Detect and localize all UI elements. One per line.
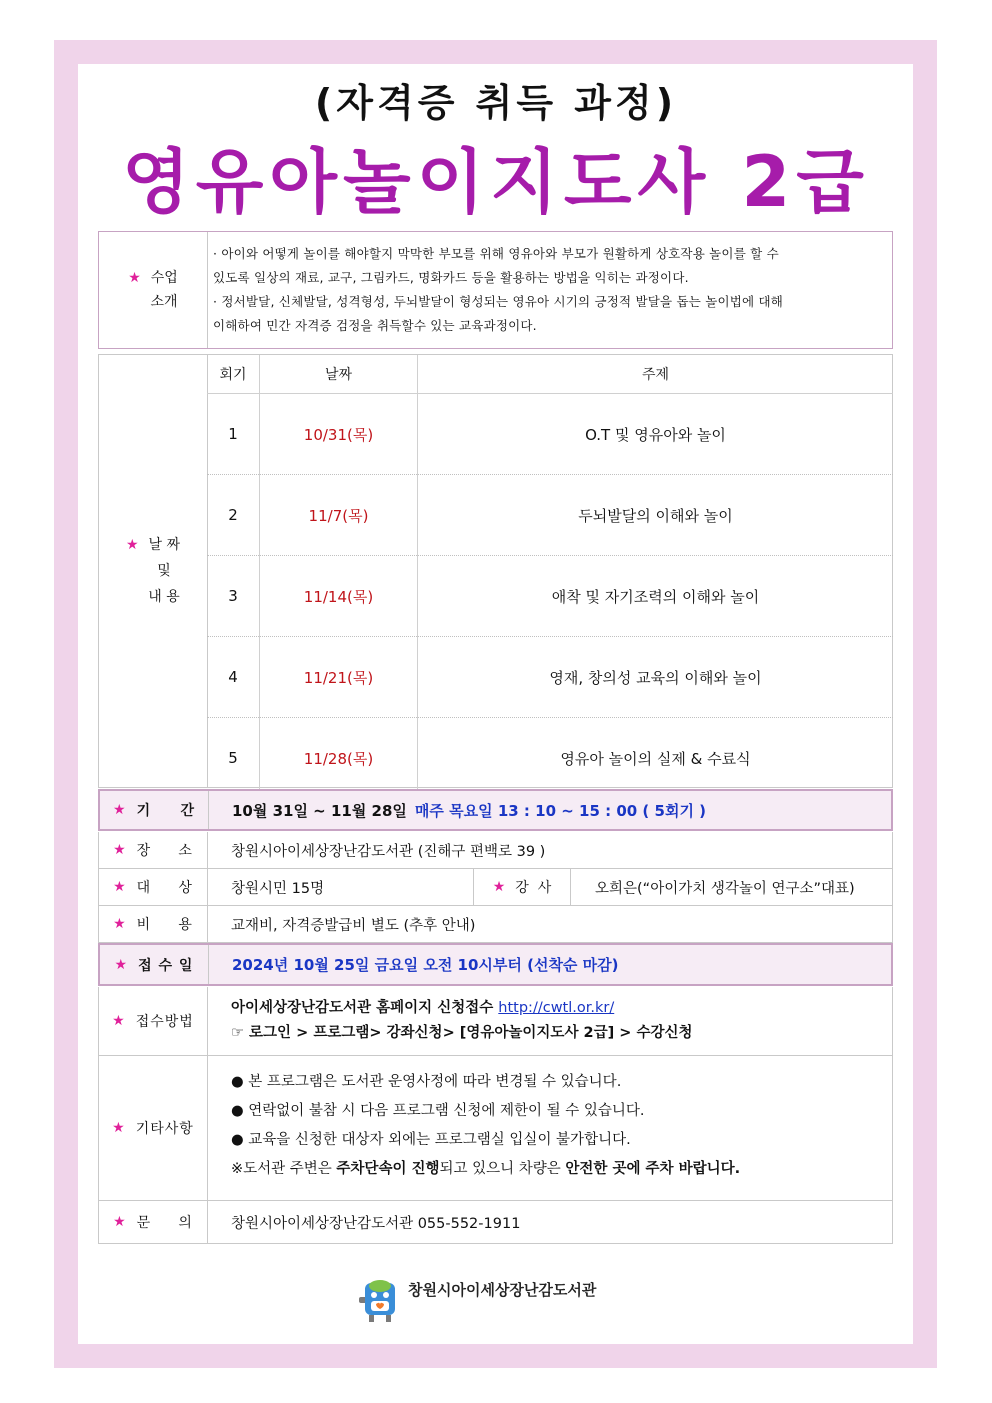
contact-row [98, 1201, 893, 1244]
period-row [98, 789, 893, 831]
header-topic: 주제 [418, 355, 894, 394]
period-dates: 10월 31일 ~ 11월 28일 [232, 801, 407, 820]
table-row [207, 394, 893, 475]
header-session: 회기 [207, 355, 260, 394]
session-topic: 두뇌발달의 이해와 놀이 [418, 475, 894, 556]
table-header-row [207, 355, 893, 394]
notes-label: ★ 기타사항 [99, 1056, 208, 1200]
method-row [98, 987, 893, 1056]
star-icon: ★ [492, 879, 506, 895]
session-number: 2 [207, 475, 260, 556]
target-row [98, 869, 893, 906]
star-icon: ★ [113, 802, 127, 818]
homepage-link[interactable]: http://cwtl.or.kr/ [498, 1000, 615, 1016]
star-icon: ★ [114, 956, 129, 973]
reception-row [98, 943, 893, 986]
period-value [232, 791, 706, 829]
star-icon: ★ [113, 842, 127, 858]
list-item: ● 교육을 신청한 대상자 외에는 프로그램실 입실이 불가합니다. [231, 1132, 631, 1148]
target-label: ★ 대 상 [99, 869, 208, 905]
robot-mascot-icon [355, 1277, 405, 1325]
star-icon: ★ [112, 1013, 126, 1029]
method-line1: 아이세상장난감도서관 홈페이지 신청접수 [231, 1000, 494, 1016]
reception-value: 2024년 10월 25일 금요일 오전 10시부터 (선착순 마감) [232, 956, 619, 974]
method-line2: ☞ 로그인 > 프로그램> 강좌신청> [영유아놀이지도사 2급] > 수강신청 [231, 1025, 693, 1041]
instructor-label: ★ 강 사 [473, 869, 571, 905]
period-time: 매주 목요일 13 : 10 ~ 15 : 00 ( 5회기 ) [414, 801, 707, 820]
target-value: 창원시민 15명 [231, 880, 325, 897]
cost-row [98, 906, 893, 943]
star-icon: ★ [112, 1120, 126, 1136]
schedule-label-line3: 내 용 [148, 589, 180, 605]
session-number: 5 [228, 749, 238, 767]
contact-label: ★ 문 의 [99, 1201, 208, 1243]
session-date: 11/28(목) [260, 718, 418, 799]
schedule-label [99, 355, 208, 787]
schedule-label-line1: 날 짜 [148, 537, 181, 553]
star-icon: ★ [128, 270, 141, 286]
star-icon: ★ [125, 537, 139, 553]
intro-text [213, 242, 881, 338]
schedule-label-line2: 및 [157, 563, 171, 579]
intro-line: 있도록 일상의 재료, 교구, 그림카드, 명화카드 등을 활용하는 방법을 익히는 과정이다. [213, 270, 689, 285]
session-topic: 애착 및 자기조력의 이해와 놀이 [418, 556, 894, 637]
session-date: 11/7(목) [260, 475, 418, 556]
list-item: ● 연락없이 불참 시 다음 프로그램 신청에 제한이 될 수 있습니다. [231, 1103, 645, 1119]
session-number: 3 [207, 556, 260, 637]
notes-row [98, 1056, 893, 1201]
list-item: ● 본 프로그램은 도서관 운영사정에 따라 변경될 수 있습니다. [231, 1074, 622, 1090]
method-value [231, 996, 693, 1046]
star-icon: ★ [113, 879, 127, 895]
session-date: 11/21(목) [260, 637, 418, 718]
contact-value: 창원시아이세상장난감도서관 055-552-1911 [231, 1215, 521, 1232]
reception-label: ★ 접 수 일 [100, 945, 209, 984]
intro-label-line1: 수업 [150, 270, 178, 286]
intro-line: · 정서발달, 신체발달, 성격형성, 두뇌발달이 형성되는 영유아 시기의 긍정적 발달을 돕는 놀이법에 대해 [213, 294, 784, 309]
footer-logo-text: 창원시아이세상장난감도서관 [408, 1281, 597, 1299]
intro-label-line2: 소개 [150, 294, 178, 310]
table-row [207, 637, 893, 718]
table-row [207, 718, 893, 799]
page-title: 영유아놀이지도사 2급 [122, 141, 870, 223]
period-label: ★ 기 간 [100, 791, 209, 829]
cost-label: ★ 비 용 [99, 906, 208, 942]
place-value: 창원시아이세상장난감도서관 (진해구 편백로 39 ) [231, 843, 546, 860]
star-icon: ★ [113, 916, 127, 932]
session-topic: 영재, 창의성 교육의 이해와 놀이 [418, 637, 894, 718]
intro-line: · 아이와 어떻게 놀이를 해야할지 막막한 부모를 위해 영유아와 부모가 원활하게 상호작용 놀이를 할 수 [213, 246, 779, 261]
schedule-section [98, 354, 893, 788]
table-row [207, 556, 893, 637]
place-row [98, 832, 893, 869]
intro-line: 이해하여 민간 자격증 검정을 취득할수 있는 교육과정이다. [213, 318, 537, 333]
session-date: 11/14(목) [260, 556, 418, 637]
notes-list [231, 1068, 740, 1184]
method-label: ★ 접수방법 [99, 987, 208, 1055]
subtitle: (자격증 취득 과정) [314, 81, 678, 125]
session-topic: O.T 및 영유아와 놀이 [418, 394, 894, 475]
footer-logo [355, 1277, 655, 1327]
list-item: ※도서관 주변은 주차단속이 진행되고 있으니 차량은 안전한 곳에 주차 바랍니다. [231, 1161, 741, 1177]
session-topic: 영유아 놀이의 실제 & 수료식 [418, 718, 894, 799]
star-icon: ★ [113, 1214, 127, 1230]
table-row [207, 475, 893, 556]
instructor-value: 오희은(“아이가치 생각놀이 연구소”대표) [595, 880, 855, 897]
place-label: ★ 장 소 [99, 832, 208, 868]
cost-value: 교재비, 자격증발급비 별도 (추후 안내) [231, 917, 476, 934]
schedule-table [207, 355, 893, 798]
intro-label [99, 232, 208, 348]
session-number: 4 [207, 637, 260, 718]
header-date: 날짜 [260, 355, 418, 394]
intro-section [98, 231, 893, 349]
session-date: 10/31(목) [260, 394, 418, 475]
session-number: 1 [207, 394, 260, 475]
